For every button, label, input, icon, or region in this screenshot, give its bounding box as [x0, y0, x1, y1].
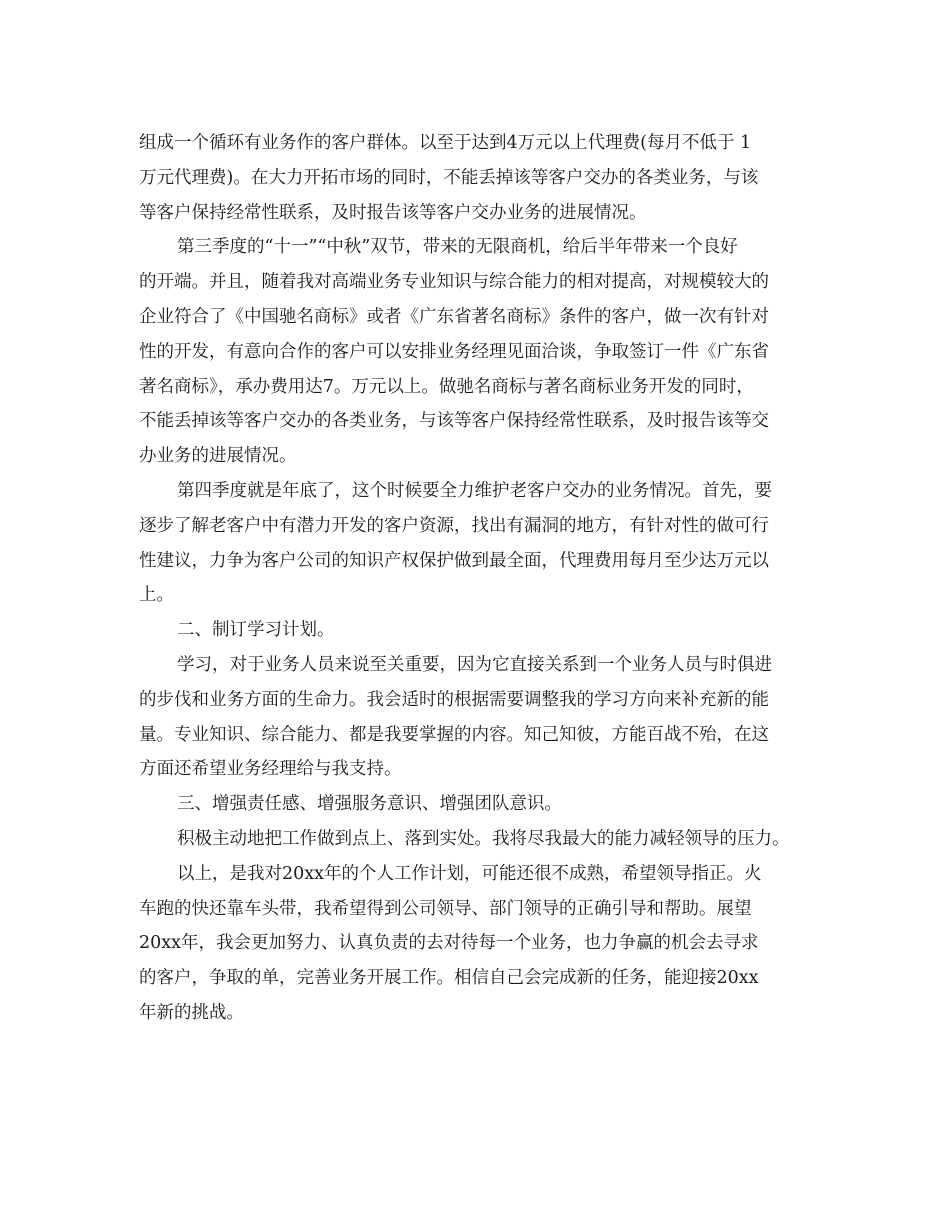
text-line: 积极主动地把工作做到点上、落到实处。我将尽我最大的能力减轻领导的压力。 — [177, 828, 790, 849]
text-line: 年新的挑战。 — [139, 1002, 244, 1023]
text-line: 方面还希望业务经理给与我支持。 — [139, 759, 402, 780]
text-line: 20xx年，我会更加努力、认真负责的去对待每一个业务，也力争赢的机会去寻求 — [139, 933, 759, 954]
text-line: 逐步了解老客户中有潜力开发的客户资源，找出有漏洞的地方，有针对性的做可行 — [139, 515, 769, 536]
text-line: 著名商标》，承办费用达7。万元以上。做驰名商标与著名商标业务开发的同时， — [139, 376, 754, 397]
text-line: 上。 — [139, 585, 174, 606]
body-text — [139, 126, 819, 1031]
text-line: 企业符合了《中国驰名商标》或者《广东省著名商标》条件的客户，做一次有针对 — [139, 306, 769, 327]
text-line: 不能丢掉该等客户交办的各类业务，与该等客户保持经常性联系，及时报告该等交 — [139, 411, 769, 432]
text-line: 第四季度就是年底了，这个时候要全力维护老客户交办的业务情况。首先，要 — [177, 480, 772, 501]
text-line: 的步伐和业务方面的生命力。我会适时的根据需要调整我的学习方向来补充新的能 — [139, 689, 769, 710]
text-line: 性的开发，有意向合作的客户可以安排业务经理见面洽谈，争取签订一件《广东省 — [139, 341, 769, 362]
text-line: 的开端。并且，随着我对高端业务专业知识与综合能力的相对提高，对规模较大的 — [139, 272, 769, 293]
text-line: 办业务的进展情况。 — [139, 446, 297, 467]
text-line: 车跑的快还靠车头带，我希望得到公司领导、部门领导的正确引导和帮助。展望 — [139, 898, 752, 919]
text-line: 二、制订学习计划。 — [177, 620, 335, 641]
text-line: 第三季度的“十一”“中秋”双节，带来的无限商机，给后半年带来一个良好 — [177, 237, 738, 258]
text-line: 性建议，力争为客户公司的知识产权保护做到最全面，代理费用每月至少达万元以 — [139, 550, 769, 571]
text-line: 量。专业知识、综合能力、都是我要掌握的内容。知己知彼，方能百战不殆，在这 — [139, 724, 769, 745]
text-line: 三、增强责任感、增强服务意识、增强团队意识。 — [177, 794, 562, 815]
text-line: 组成一个循环有业务作的客户群体。以至于达到4万元以上代理费(每月不低于 1 — [139, 133, 752, 153]
text-line: 万元代理费)。在大力开拓市场的同时，不能丢掉该等客户交办的各类业务，与该 — [139, 167, 759, 188]
text-line: 的客户，争取的单，完善业务开展工作。相信自己会完成新的任务，能迎接20xx — [139, 968, 759, 989]
text-line: 以上，是我对20xx年的个人工作计划，可能还很不成熟，希望领导指正。火 — [177, 863, 762, 884]
text-line: 学习，对于业务人员来说至关重要，因为它直接关系到一个业务人员与时俱进 — [177, 654, 772, 675]
text-line: 等客户保持经常性联系，及时报告该等客户交办业务的进展情况。 — [139, 202, 647, 223]
